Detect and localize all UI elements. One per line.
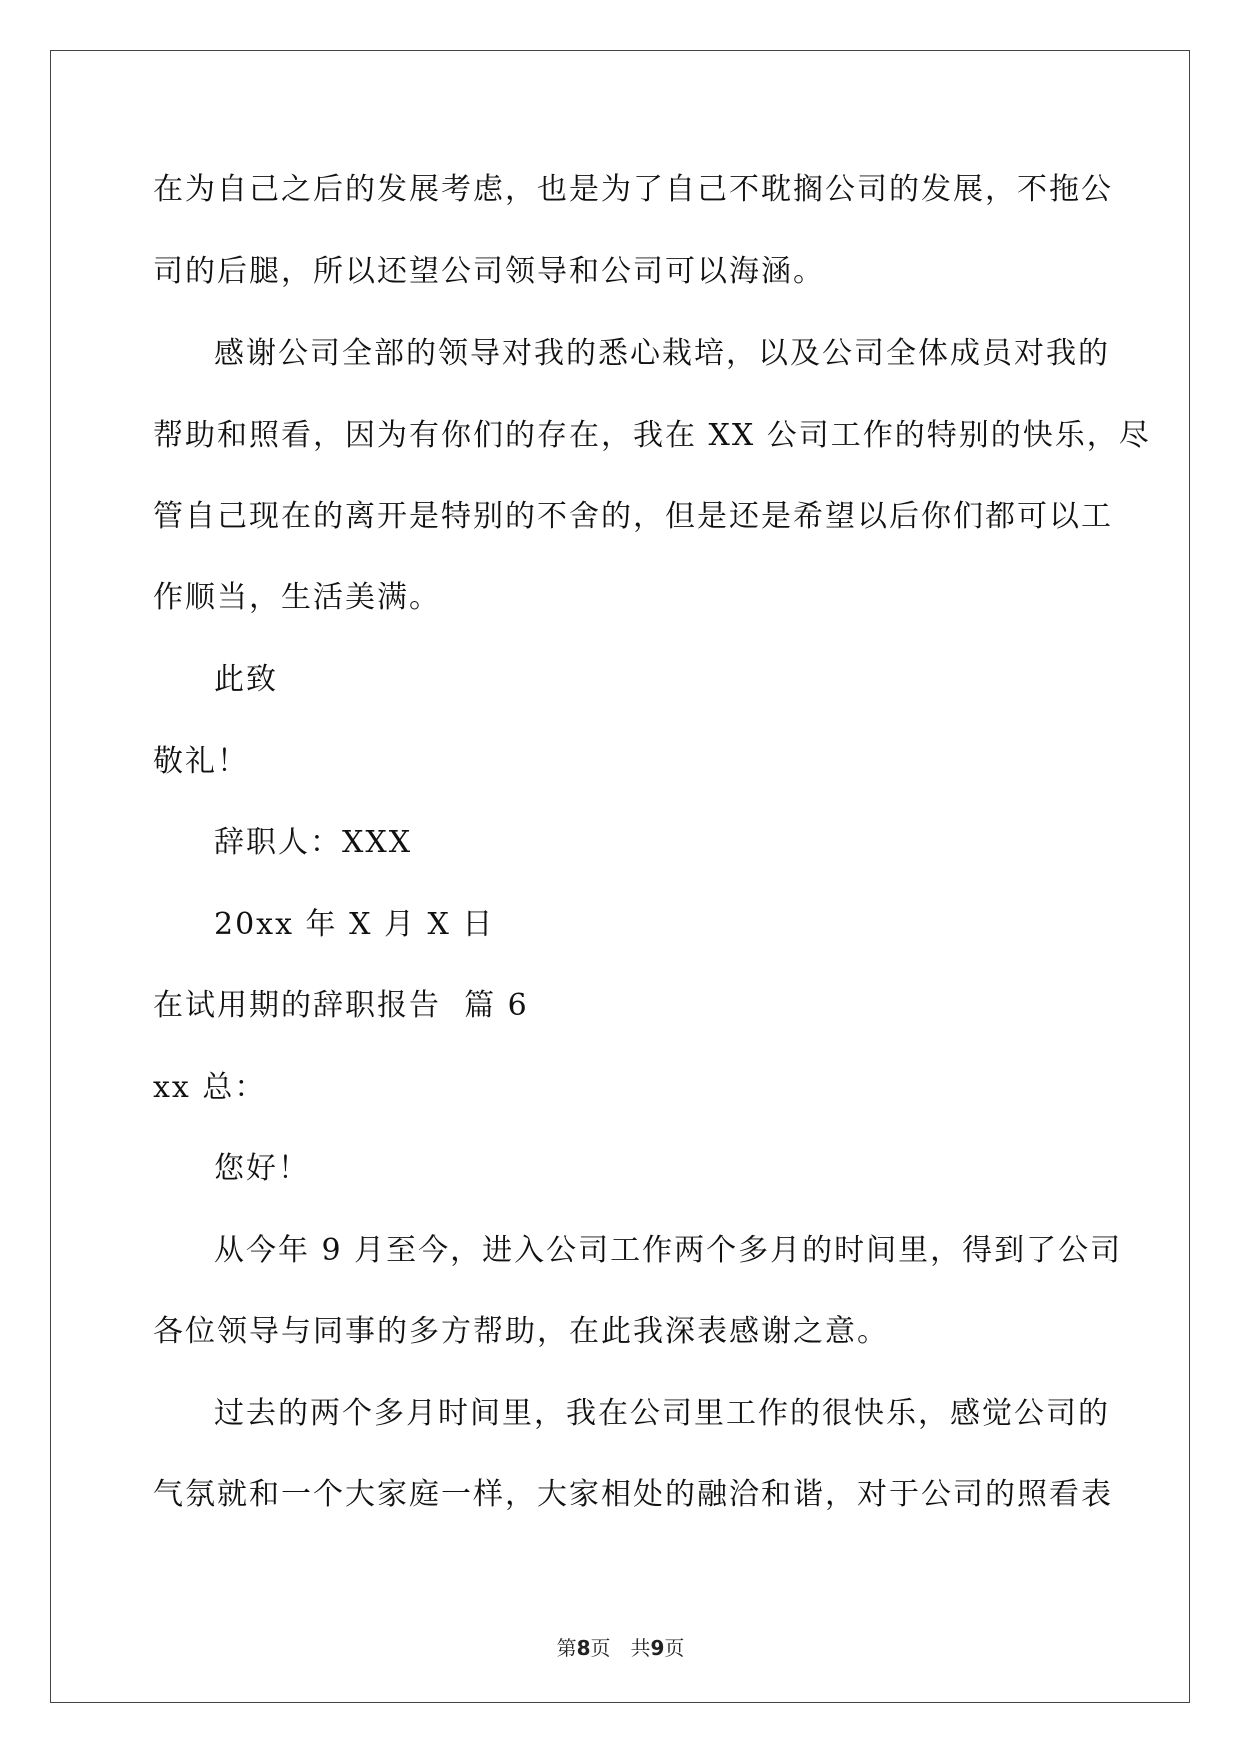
greeting-line: 您好！ [214, 1151, 310, 1186]
text-line-5: 管自己现在的离开是特别的不舍的，但是还是希望以后你们都可以工 [153, 499, 1113, 534]
salutation-line: xx 总： [153, 1070, 267, 1105]
signature-line: 辞职人：XXX [214, 825, 413, 860]
date-line: 20xx 年 X 月 X 日 [214, 907, 495, 942]
text-line-15: 各位领导与同事的多方帮助，在此我深表感谢之意。 [153, 1314, 889, 1349]
page-footer [0, 1636, 1241, 1660]
footer-page-prefix: 第 [556, 1636, 577, 1660]
text-line-4: 帮助和照看，因为有你们的存在，我在 XX 公司工作的特别的快乐，尽 [153, 418, 1151, 453]
footer-total-prefix: 共 [630, 1636, 651, 1660]
closing-line-1: 此致 [214, 662, 278, 697]
text-line-17: 气氛就和一个大家庭一样，大家相处的融洽和谐，对于公司的照看表 [153, 1477, 1113, 1512]
footer-page-suffix: 页 [590, 1636, 611, 1660]
footer-total-number: 9 [650, 1636, 665, 1660]
page-frame [50, 50, 1190, 1703]
footer-total-suffix: 页 [664, 1636, 685, 1660]
text-line-6: 作顺当，生活美满。 [153, 580, 441, 615]
text-line-2: 司的后腿，所以还望公司领导和公司可以海涵。 [153, 254, 825, 289]
text-line-3: 感谢公司全部的领导对我的悉心栽培，以及公司全体成员对我的 [214, 336, 1110, 371]
text-line-16: 过去的两个多月时间里，我在公司里工作的很快乐，感觉公司的 [214, 1396, 1110, 1431]
text-line-14: 从今年 9 月至今，进入公司工作两个多月的时间里，得到了公司 [214, 1233, 1123, 1268]
text-line-1: 在为自己之后的发展考虑，也是为了自己不耽搁公司的发展，不拖公 [153, 172, 1113, 207]
footer-page-number: 8 [576, 1636, 591, 1660]
closing-line-2: 敬礼！ [153, 744, 249, 779]
section-heading: 在试用期的辞职报告 篇 6 [153, 988, 529, 1023]
